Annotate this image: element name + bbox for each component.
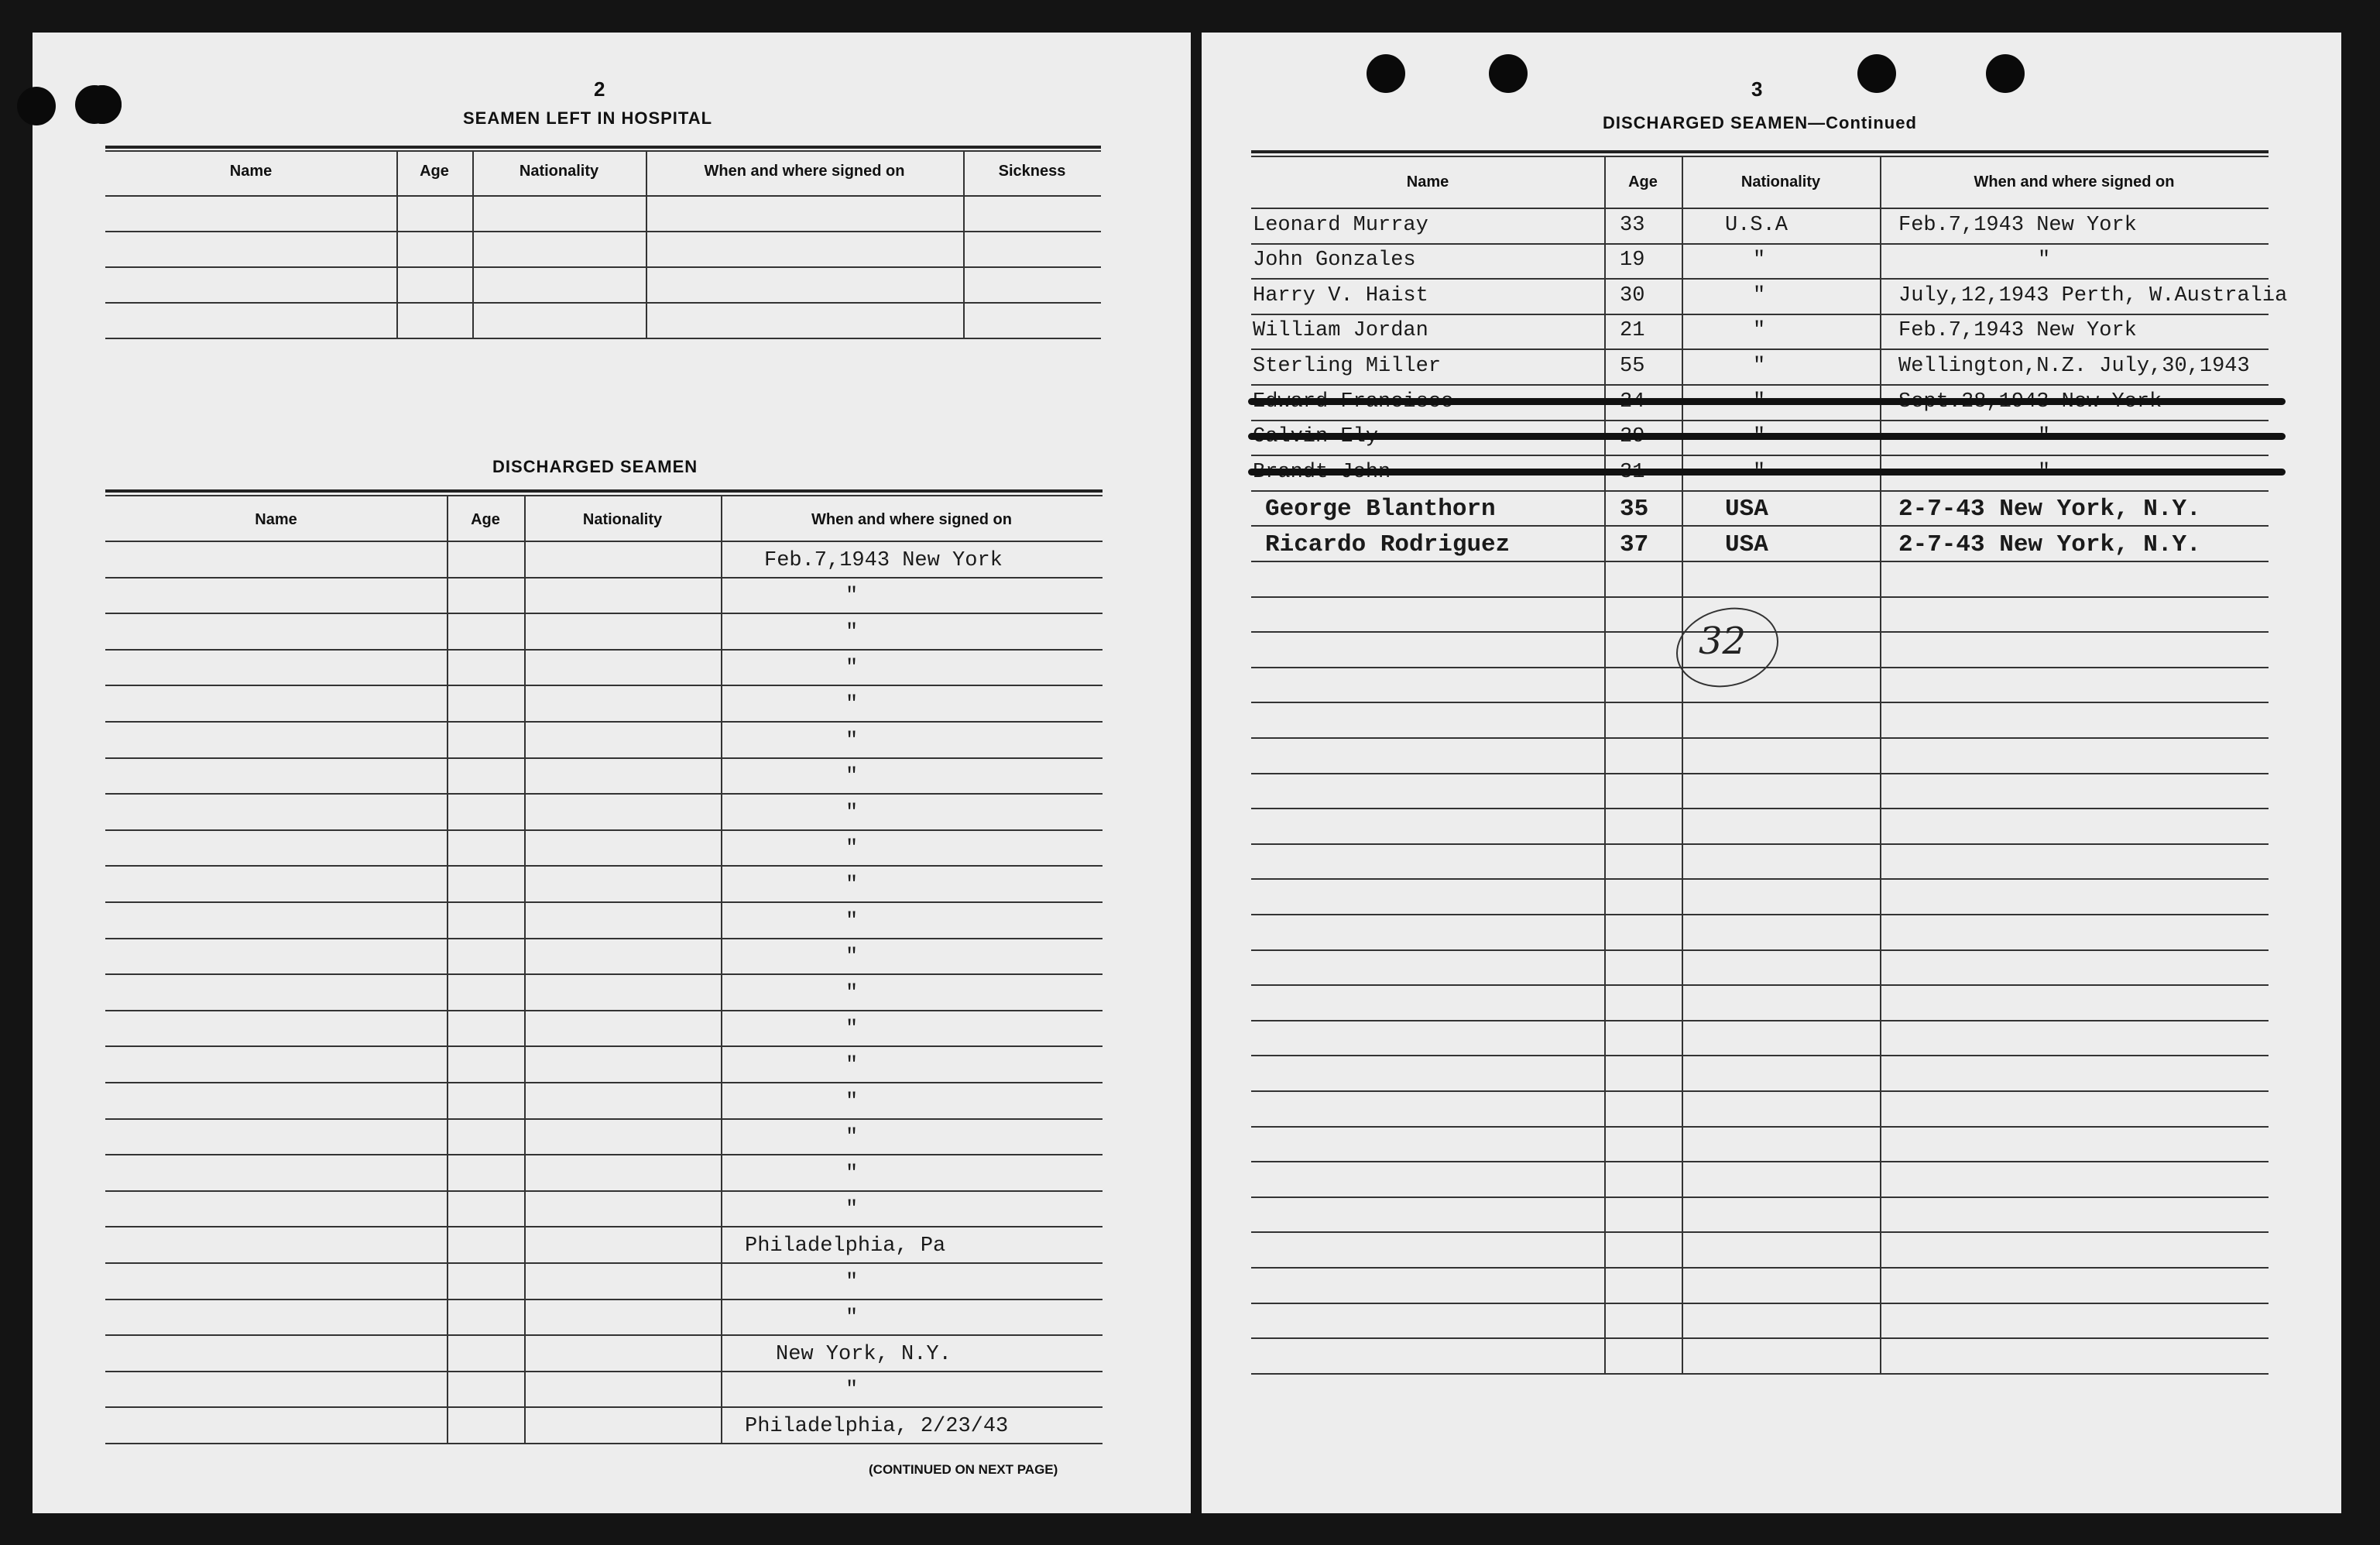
row-rule: [105, 1226, 1103, 1227]
signed-on: July,12,1943 Perth, W.Australia: [1898, 283, 2288, 307]
seaman-nationality: ": [1753, 319, 1766, 343]
seaman-nationality: U.S.A: [1725, 213, 1788, 237]
row-rule: [1251, 561, 2269, 562]
circled-number: 32: [1699, 620, 1747, 663]
table-rule: [1251, 208, 2269, 209]
column-header: When and where signed on: [704, 163, 905, 180]
row-rule: [1251, 878, 2269, 880]
row-rule: [1251, 348, 2269, 350]
signed-on: ": [845, 1378, 859, 1403]
column-header: Age: [1628, 173, 1658, 191]
row-rule: [1251, 1231, 2269, 1233]
column-rule: [447, 495, 448, 1443]
signed-on: ": [845, 693, 859, 716]
row-rule: [105, 577, 1103, 579]
seaman-nationality: ": [1753, 283, 1766, 307]
column-rule: [1604, 156, 1606, 1373]
signed-on: ": [845, 801, 859, 825]
table-rule: [105, 266, 1101, 268]
column-rule: [524, 495, 526, 1443]
row-rule: [1251, 1020, 2269, 1021]
row-rule: [105, 1190, 1103, 1192]
row-rule: [1251, 984, 2269, 986]
punch-hole: [17, 87, 56, 125]
row-rule: [105, 1443, 1103, 1444]
seaman-name: William Jordan: [1253, 319, 1428, 343]
row-rule: [105, 1371, 1103, 1372]
right-page: [1202, 33, 2341, 1513]
column-header: Name: [229, 163, 273, 180]
signed-on: Wellington,N.Z. July,30,1943: [1898, 355, 2250, 378]
row-rule: [105, 1406, 1103, 1408]
row-rule: [1251, 596, 2269, 598]
seaman-nationality: ": [1753, 249, 1766, 273]
row-rule: [105, 1010, 1103, 1011]
seaman-age: 37: [1620, 531, 1649, 558]
row-rule: [1251, 702, 2269, 703]
table-rule: [105, 338, 1101, 339]
row-rule: [1251, 1161, 2269, 1162]
row-rule: [1251, 490, 2269, 492]
seaman-age: 30: [1620, 283, 1645, 307]
seaman-nationality: ": [1753, 355, 1766, 378]
row-rule: [1251, 1267, 2269, 1269]
table-rule: [105, 489, 1103, 493]
seaman-name: Leonard Murray: [1253, 213, 1428, 237]
continued-section-title: DISCHARGED SEAMEN—Continued: [1603, 113, 1917, 132]
table-rule: [105, 302, 1101, 304]
table-rule: [1251, 150, 2269, 153]
row-rule: [1251, 1303, 2269, 1304]
row-rule: [1251, 420, 2269, 421]
signed-on: Feb.7,1943 New York: [1898, 213, 2137, 237]
row-rule: [105, 757, 1103, 759]
signed-on: ": [845, 1270, 859, 1294]
row-rule: [105, 829, 1103, 831]
row-rule: [1251, 455, 2269, 456]
signed-on: ": [845, 909, 859, 933]
column-header: Age: [471, 511, 500, 528]
row-rule: [1251, 314, 2269, 315]
row-rule: [105, 793, 1103, 795]
row-rule: [105, 1262, 1103, 1264]
seaman-age: 55: [1620, 355, 1645, 378]
seaman-age: 33: [1620, 213, 1645, 237]
page-number: 3: [1751, 77, 1763, 101]
hospital-section-title: SEAMEN LEFT IN HOSPITAL: [463, 108, 713, 128]
column-header: Nationality: [519, 163, 599, 180]
signed-on: New York, N.Y.: [776, 1342, 952, 1366]
signed-on: ": [845, 657, 859, 681]
page-number: 2: [594, 77, 605, 101]
punch-hole: [1986, 54, 2025, 93]
signed-on: Philadelphia, 2/23/43: [745, 1415, 1009, 1438]
signed-on: ": [845, 1306, 859, 1330]
strikethrough: [1248, 469, 2286, 476]
row-rule: [105, 613, 1103, 614]
table-rule: [105, 195, 1101, 197]
strikethrough: [1248, 433, 2286, 440]
table-rule: [105, 231, 1101, 232]
signed-on: ": [845, 765, 859, 789]
signed-on: ": [845, 1090, 859, 1114]
column-header: Sickness: [998, 163, 1066, 180]
row-rule: [1251, 1090, 2269, 1092]
row-rule: [105, 1118, 1103, 1120]
punch-hole: [83, 85, 122, 124]
signed-on: 2-7-43 New York, N.Y.: [1898, 531, 2201, 558]
signed-on: Feb.7,1943 New York: [764, 548, 1003, 572]
seaman-age: 21: [1620, 319, 1645, 343]
signed-on: ": [845, 874, 859, 897]
signed-on: ": [845, 1162, 859, 1186]
row-rule: [1251, 1337, 2269, 1339]
row-rule: [105, 721, 1103, 723]
row-rule: [1251, 808, 2269, 809]
left-page: [33, 33, 1191, 1513]
seaman-name: Sterling Miller: [1253, 355, 1442, 378]
row-rule: [105, 938, 1103, 939]
signed-on: ": [845, 620, 859, 644]
signed-on: ": [845, 1198, 859, 1222]
column-rule: [721, 495, 722, 1443]
table-rule: [105, 541, 1103, 542]
row-rule: [1251, 843, 2269, 845]
signed-on: ": [845, 981, 859, 1005]
column-header: Name: [1406, 173, 1449, 191]
signed-on: Philadelphia, Pa: [745, 1234, 946, 1258]
row-rule: [1251, 737, 2269, 739]
row-rule: [1251, 1055, 2269, 1056]
row-rule: [1251, 914, 2269, 915]
row-rule: [1251, 1126, 2269, 1128]
table-rule: [105, 146, 1101, 149]
seaman-age: 35: [1620, 496, 1649, 524]
discharged-section-title: DISCHARGED SEAMEN: [492, 457, 698, 476]
row-rule: [105, 1154, 1103, 1155]
seaman-name: Harry V. Haist: [1253, 283, 1428, 307]
column-rule: [1682, 156, 1683, 1373]
signed-on: ": [845, 837, 859, 861]
row-rule: [1251, 278, 2269, 280]
table-rule: [1251, 156, 2269, 157]
signed-on: ": [845, 585, 859, 609]
column-header: When and where signed on: [1974, 173, 2175, 191]
punch-hole: [1367, 54, 1405, 93]
row-rule: [1251, 525, 2269, 527]
seaman-nationality: USA: [1725, 531, 1768, 558]
seaman-nationality: USA: [1725, 496, 1768, 524]
seaman-name: Ricardo Rodriguez: [1265, 531, 1511, 558]
row-rule: [1251, 949, 2269, 951]
column-header: Nationality: [582, 511, 663, 528]
row-rule: [105, 1082, 1103, 1083]
table-rule: [105, 495, 1103, 496]
signed-on: Feb.7,1943 New York: [1898, 319, 2137, 343]
signed-on: ": [845, 1018, 859, 1042]
row-rule: [1251, 243, 2269, 245]
signed-on: ": [845, 1054, 859, 1077]
signed-on: ": [2038, 249, 2051, 273]
column-header: When and where signed on: [811, 511, 1012, 528]
row-rule: [105, 649, 1103, 651]
seaman-age: 19: [1620, 249, 1645, 273]
row-rule: [105, 1334, 1103, 1336]
row-rule: [105, 1045, 1103, 1047]
row-rule: [1251, 773, 2269, 774]
strikethrough: [1248, 398, 2286, 405]
row-rule: [1251, 384, 2269, 386]
signed-on: ": [845, 1126, 859, 1150]
row-rule: [105, 1299, 1103, 1300]
column-header: Age: [420, 163, 449, 180]
punch-hole: [1857, 54, 1896, 93]
row-rule: [105, 865, 1103, 867]
signed-on: 2-7-43 New York, N.Y.: [1898, 496, 2201, 524]
row-rule: [1251, 1197, 2269, 1198]
seaman-name: John Gonzales: [1253, 249, 1416, 273]
column-header: Name: [255, 511, 297, 528]
seaman-name: George Blanthorn: [1265, 496, 1496, 524]
signed-on: ": [845, 729, 859, 753]
punch-hole: [1489, 54, 1528, 93]
table-rule: [105, 150, 1101, 152]
column-header: Nationality: [1740, 173, 1821, 191]
row-rule: [105, 901, 1103, 903]
signed-on: ": [845, 946, 859, 970]
row-rule: [1251, 1373, 2269, 1375]
continued-note: (CONTINUED ON NEXT PAGE): [869, 1462, 1058, 1477]
row-rule: [105, 685, 1103, 686]
row-rule: [105, 973, 1103, 975]
column-rule: [1880, 156, 1881, 1373]
